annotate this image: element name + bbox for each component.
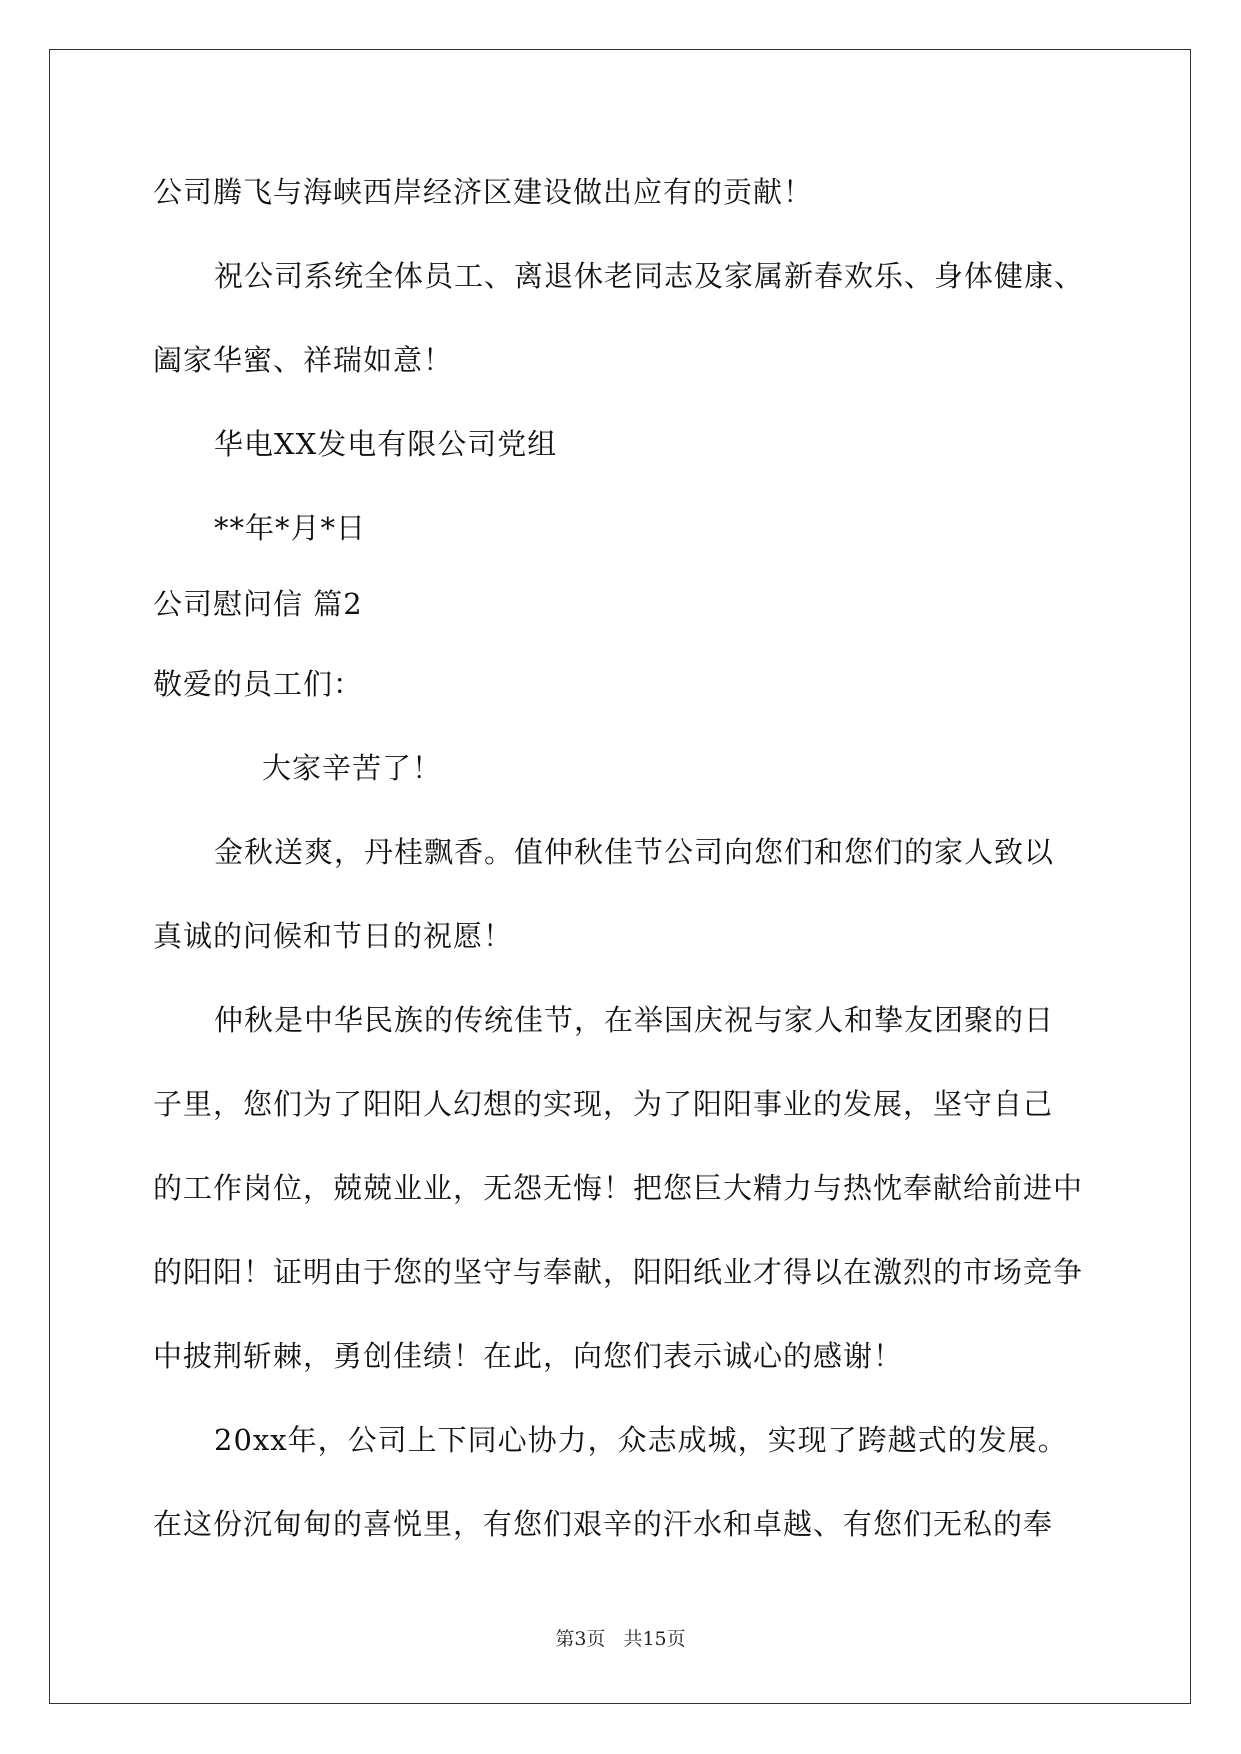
salutation: 敬爱的员工们： [153,667,364,701]
text-line-2: 祝公司系统全体员工、离退休老同志及家属新春欢乐、身体健康、 [214,259,1085,293]
page-footer [0,1627,1241,1651]
page-number: 第3页 [555,1628,606,1650]
text-line-9: 金秋送爽，丹桂飘香。值仲秋佳节公司向您们和您们的家人致以 [214,835,1055,869]
text-line-1: 公司腾飞与海峡西岸经济区建设做出应有的贡献！ [153,175,814,209]
text-line-10: 真诚的问候和节日的祝愿！ [153,919,514,953]
text-line-11: 仲秋是中华民族的传统佳节，在举国庆祝与家人和挚友团聚的日 [214,1003,1055,1037]
text-line-16: 20xx年，公司上下同心协力，众志成城，实现了跨越式的发展。 [214,1423,1068,1457]
text-line-8: 大家辛苦了！ [262,751,443,785]
text-line-13: 的工作岗位，兢兢业业，无怨无悔！把您巨大精力与热忱奉献给前进中 [153,1171,1084,1205]
section-heading: 公司慰问信 篇2 [153,587,363,621]
text-line-3: 阖家华蜜、祥瑞如意！ [153,343,454,377]
text-line-12: 子里，您们为了阳阳人幻想的实现，为了阳阳事业的发展，坚守自己 [153,1087,1054,1121]
text-line-4: 华电XX发电有限公司党组 [214,427,558,461]
text-line-14: 的阳阳！证明由于您的坚守与奉献，阳阳纸业才得以在激烈的市场竞争 [153,1255,1084,1289]
text-line-15: 中披荆斩棘，勇创佳绩！在此，向您们表示诚心的感谢！ [153,1339,904,1373]
text-line-5: **年*月*日 [214,511,367,545]
text-line-17: 在这份沉甸甸的喜悦里，有您们艰辛的汗水和卓越、有您们无私的奉 [153,1507,1054,1541]
page-total: 共15页 [623,1628,686,1650]
